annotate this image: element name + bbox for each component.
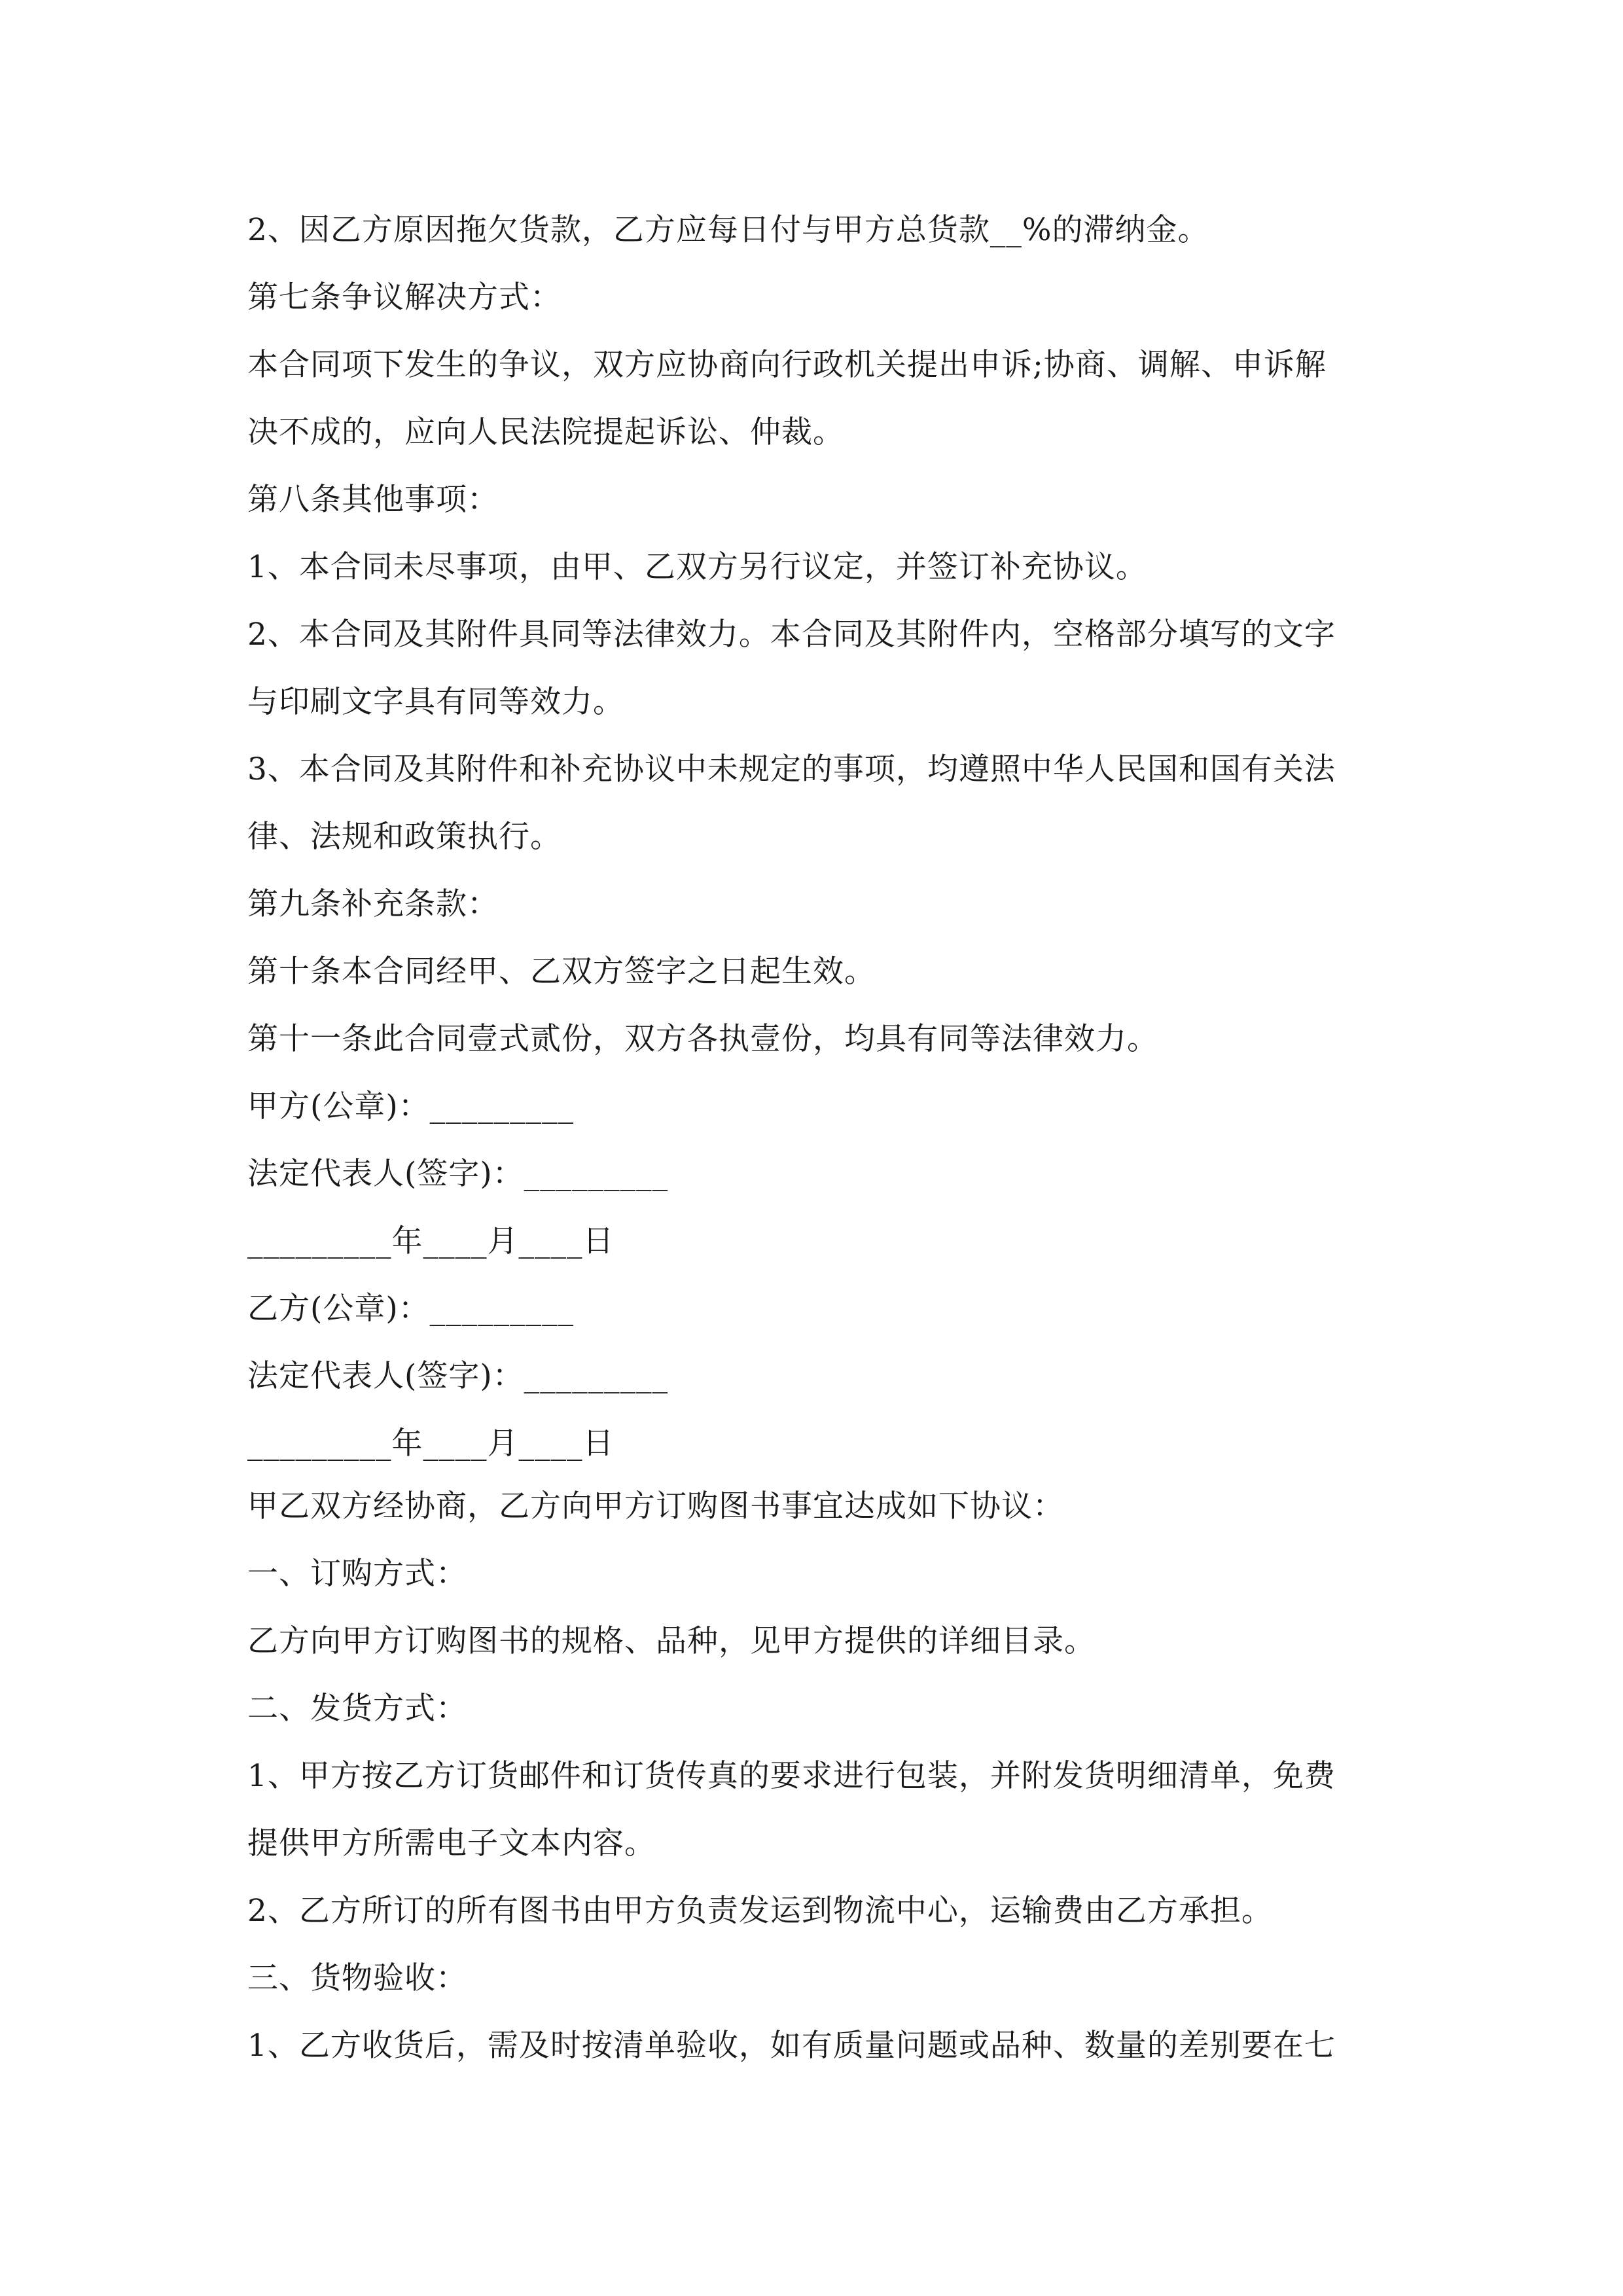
shipping-item-1-line-2: 提供甲方所需电子文本内容。 [247, 1825, 656, 1861]
dispute-text-line-1: 本合同项下发生的争议，双方应协商向行政机关提出申诉;协商、调解、申诉解 [247, 347, 1327, 383]
shipping-item-2: 2、乙方所订的所有图书由甲方负责发运到物流中心，运输费由乙方承担。 [247, 1893, 1273, 1929]
party-a-representative: 法定代表人(签字)：_________ [247, 1156, 669, 1192]
party-b-seal: 乙方(公章)：_________ [247, 1291, 575, 1327]
article-10: 第十条本合同经甲、乙双方签字之日起生效。 [247, 954, 876, 990]
other-item-1: 1、本合同未尽事项，由甲、乙双方另行议定，并签订补充协议。 [247, 549, 1147, 585]
clause-late-fee: 2、因乙方原因拖欠货款，乙方应每日付与甲方总货款__%的滞纳金。 [247, 212, 1209, 248]
agreement-intro: 甲乙双方经协商，乙方向甲方订购图书事宜达成如下协议： [247, 1488, 1064, 1524]
heading-article-8: 第八条其他事项： [247, 482, 499, 518]
contract-terms-section [247, 196, 1386, 1477]
shipping-item-1-line-1: 1、甲方按乙方订货邮件和订货传真的要求进行包装，并附发货明细清单，免费 [247, 1758, 1336, 1794]
heading-article-9: 第九条补充条款： [247, 886, 499, 922]
acceptance-item-1: 1、乙方收货后，需及时按清单验收，如有质量问题或品种、数量的差别要在七 [247, 2028, 1336, 2064]
party-a-date: _________年____月____日 [247, 1223, 615, 1259]
other-item-3-line-2: 律、法规和政策执行。 [247, 819, 562, 855]
heading-article-7: 第七条争议解决方式： [247, 279, 562, 315]
party-b-representative: 法定代表人(签字)：_________ [247, 1358, 669, 1394]
other-item-3-line-1: 3、本合同及其附件和补充协议中未规定的事项，均遵照中华人民国和国有关法 [247, 751, 1336, 787]
heading-shipping-method: 二、发货方式： [247, 1691, 467, 1727]
article-11: 第十一条此合同壹式贰份，双方各执壹份，均具有同等法律效力。 [247, 1021, 1158, 1057]
dispute-text-line-2: 决不成的，应向人民法院提起诉讼、仲裁。 [247, 414, 844, 450]
order-method-text: 乙方向甲方订购图书的规格、品种，见甲方提供的详细目录。 [247, 1623, 1096, 1659]
heading-order-method: 一、订购方式： [247, 1556, 467, 1592]
other-item-2-line-2: 与印刷文字具有同等效力。 [247, 684, 624, 720]
other-item-2-line-1: 2、本合同及其附件具同等法律效力。本合同及其附件内，空格部分填写的文字 [247, 617, 1336, 653]
party-b-date: _________年____月____日 [247, 1426, 615, 1462]
party-a-seal: 甲方(公章)：_________ [247, 1088, 575, 1124]
book-order-agreement-section [247, 1473, 1386, 2079]
heading-goods-acceptance: 三、货物验收： [247, 1960, 467, 1996]
